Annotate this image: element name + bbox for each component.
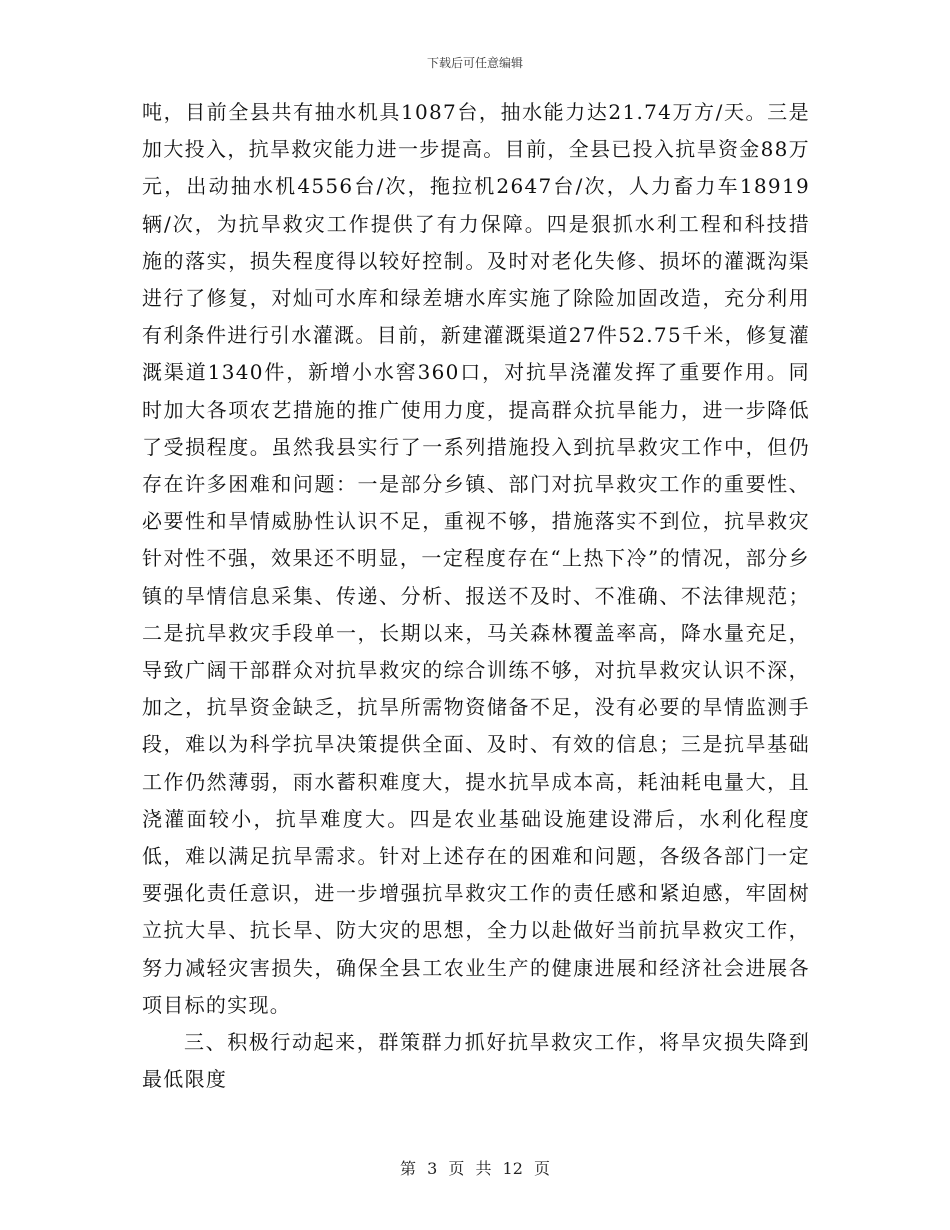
- section-heading-paragraph: 三、积极行动起来，群策群力抓好抗旱救灾工作，将旱灾损失降到最低限度: [142, 1030, 810, 1092]
- document-body: [142, 94, 810, 1098]
- page-header: 下载后可任意编辑: [426, 56, 523, 70]
- page-number-footer: 第 3 页 共 12 页: [400, 1159, 550, 1178]
- body-paragraph: 吨，目前全县共有抽水机具1087台，抽水能力达21.74万方/天。三是加大投入，抗旱救灾能力进一步提高。目前，全县已投入抗旱资金88万元，出动抽水机4556台/次，拖拉机2647台/次，人力畜力车18919辆/次，为抗旱救灾工作提供了有力保障。四是狠抓水利工程和科技措施的落实，损失程度得以较好控制。及时对老化失修、损坏的灌溉沟渠进行了修复，对灿可水库和绿差塘水库实施了除险加固改造，充分利用有利条件进行引水灌溉。目前，新建灌溉渠道27件52.75千米，修复灌溉渠道1340件，新增小水窖360口，对抗旱浇灌发挥了重要作用。同时加大各项农艺措施的推广使用力度，提高群众抗旱能力，进一步降低了受损程度。虽然我县实行了一系列措施投入到抗旱救灾工作中，但仍存在许多困难和问题：一是部分乡镇、部门对抗旱救灾工作的重要性、必要性和旱情威胁性认识不足，重视不够，措施落实不到位，抗旱救灾针对性不强，效果还不明显，一定程度存在“上热下冷”的情况，部分乡镇的旱情信息采集、传递、分析、报送不及时、不准确、不法律规范；二是抗旱救灾手段单一，长期以来，马关森林覆盖率高，降水量充足，导致广阔干部群众对抗旱救灾的综合训练不够，对抗旱救灾认识不深，加之，抗旱资金缺乏，抗旱所需物资储备不足，没有必要的旱情监测手段，难以为科学抗旱决策提供全面、及时、有效的信息；三是抗旱基础工作仍然薄弱，雨水蓄积难度大，提水抗旱成本高，耗油耗电量大，且浇灌面较小，抗旱难度大。四是农业基础设施建设滞后，水利化程度低，难以满足抗旱需求。针对上述存在的困难和问题，各级各部门一定要强化责任意识，进一步增强抗旱救灾工作的责任感和紧迫感，牢固树立抗大旱、抗长旱、防大灾的思想，全力以赴做好当前抗旱救灾工作，努力减轻灾害损失，确保全县工农业生产的健康进展和经济社会进展各项目标的实现。: [142, 100, 810, 1017]
